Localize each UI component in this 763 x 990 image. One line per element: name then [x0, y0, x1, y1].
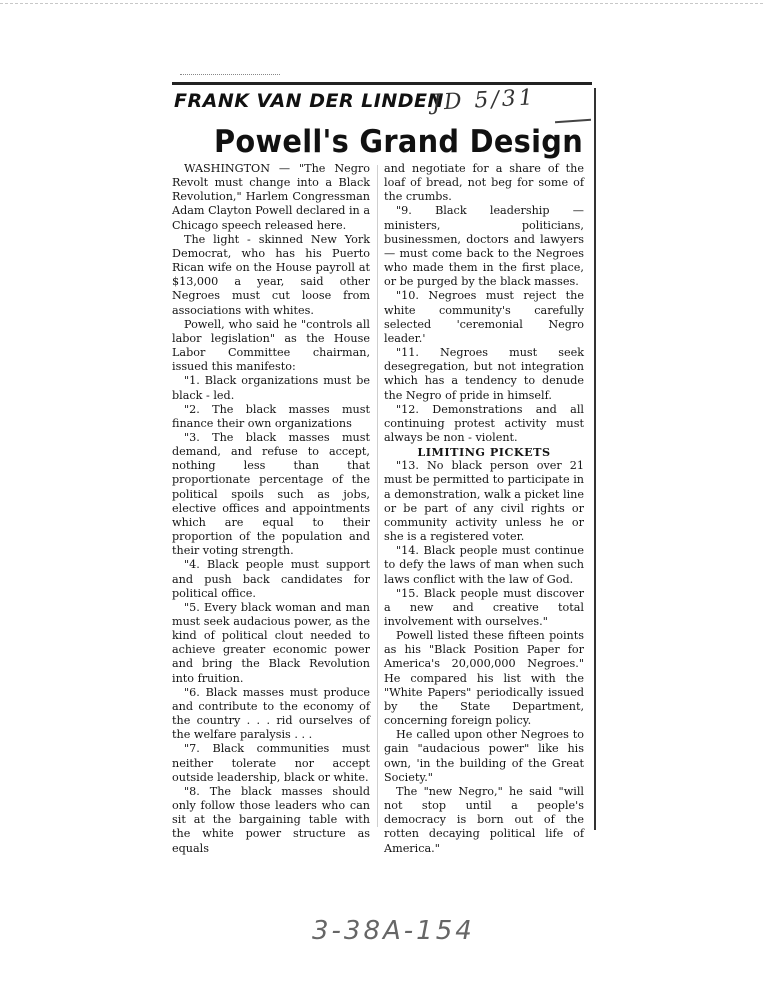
handwritten-file-number: 3-38A-154	[312, 916, 475, 946]
article-paragraph: WASHINGTON — "The Negro Revolt must change into a Black Revolution," Harlem Congressman Adam Clayton Powell declared in a Chicago speech released here.	[172, 162, 370, 232]
header-rule	[172, 82, 592, 85]
manifesto-point: "10. Negroes must reject the white community's carefully selected 'ceremonial Negro leader.'	[384, 289, 584, 345]
manifesto-point: "12. Demonstrations and all continuing protest activity must always be non - violent.	[384, 402, 584, 444]
columnist-byline: FRANK VAN DER LINDEN	[174, 90, 444, 112]
article-right-column	[384, 162, 584, 856]
article-headline: Powell's Grand Design	[214, 124, 584, 160]
manifesto-point: "1. Black organizations must be black - led.	[172, 374, 370, 402]
handwritten-date-annotation: JD 5/31	[431, 85, 537, 116]
manifesto-point: "7. Black communities must neither tolerate nor accept outside leadership, black or white.	[172, 742, 370, 784]
article-paragraph: The "new Negro," he said "will not stop until a people's democracy is born out of the rotten decaying political life of America."	[384, 784, 584, 855]
manifesto-point: "14. Black people must continue to defy the laws of man when such laws conflict with the law of God.	[384, 544, 584, 586]
manifesto-point: "13. No black person over 21 must be permitted to participate in a demonstration, walk a picket line or be part of any civil rights or community activity unless he or she is a registered voter.	[384, 459, 584, 544]
manifesto-point: "15. Black people must discover a new and creative total involvement with ourselves."	[384, 586, 584, 628]
clipping-right-edge	[594, 88, 596, 830]
manifesto-point: "11. Negroes must seek desegregation, but not integration which has a tendency to denude the Negro of pride in himself.	[384, 346, 584, 402]
manifesto-point: "3. The black masses must demand, and refuse to accept, nothing less than that proportionate percentage of the political spoils such as jobs, elective offices and appointments which are equal to their proportion of the population and their voting strength.	[172, 430, 370, 558]
article-left-column	[172, 162, 370, 856]
article-subhead: LIMITING PICKETS	[417, 445, 551, 460]
manifesto-point: "4. Black people must support and push back candidates for political office.	[172, 558, 370, 600]
article-paragraph: He called upon other Negroes to gain "audacious power" like his own, 'in the building of the Great Society."	[384, 728, 584, 784]
clipping-top-edge	[180, 74, 280, 76]
manifesto-point: "2. The black masses must finance their own organizations	[172, 402, 370, 430]
manifesto-point: "6. Black masses must produce and contribute to the economy of the country . . . rid ourselves of the welfare paralysis . . .	[172, 685, 370, 742]
article-paragraph: Powell, who said he "controls all labor legislation" as the House Labor Committee chairman, issued this manifesto:	[172, 317, 370, 374]
article-paragraph-continued: and negotiate for a share of the loaf of bread, not beg for some of the crumbs.	[384, 162, 584, 204]
manifesto-point: "8. The black masses should only follow those leaders who can sit at the bargaining table with the white power structure as equals	[172, 784, 370, 855]
article-paragraph: Powell listed these fifteen points as his "Black Position Paper for America's 20,000,000 Negroes." He compared his list with the "White Papers" periodically issued by the State Department, concerning foreign policy.	[384, 629, 584, 728]
scan-top-border	[0, 3, 763, 4]
manifesto-point: "9. Black leadership — ministers, politicians, businessmen, doctors and lawyers — must come back to the Negroes who made them in the first place, or be purged by the black masses.	[384, 204, 584, 289]
manifesto-point: "5. Every black woman and man must seek audacious power, as the kind of political clout needed to achieve greater economic power and bring the Black Revolution into fruition.	[172, 600, 370, 685]
column-divider	[377, 165, 378, 827]
article-paragraph: The light - skinned New York Democrat, who has his Puerto Rican wife on the House payroll at $13,000 a year, said other Negroes must cut loose from associations with whites.	[172, 232, 370, 317]
